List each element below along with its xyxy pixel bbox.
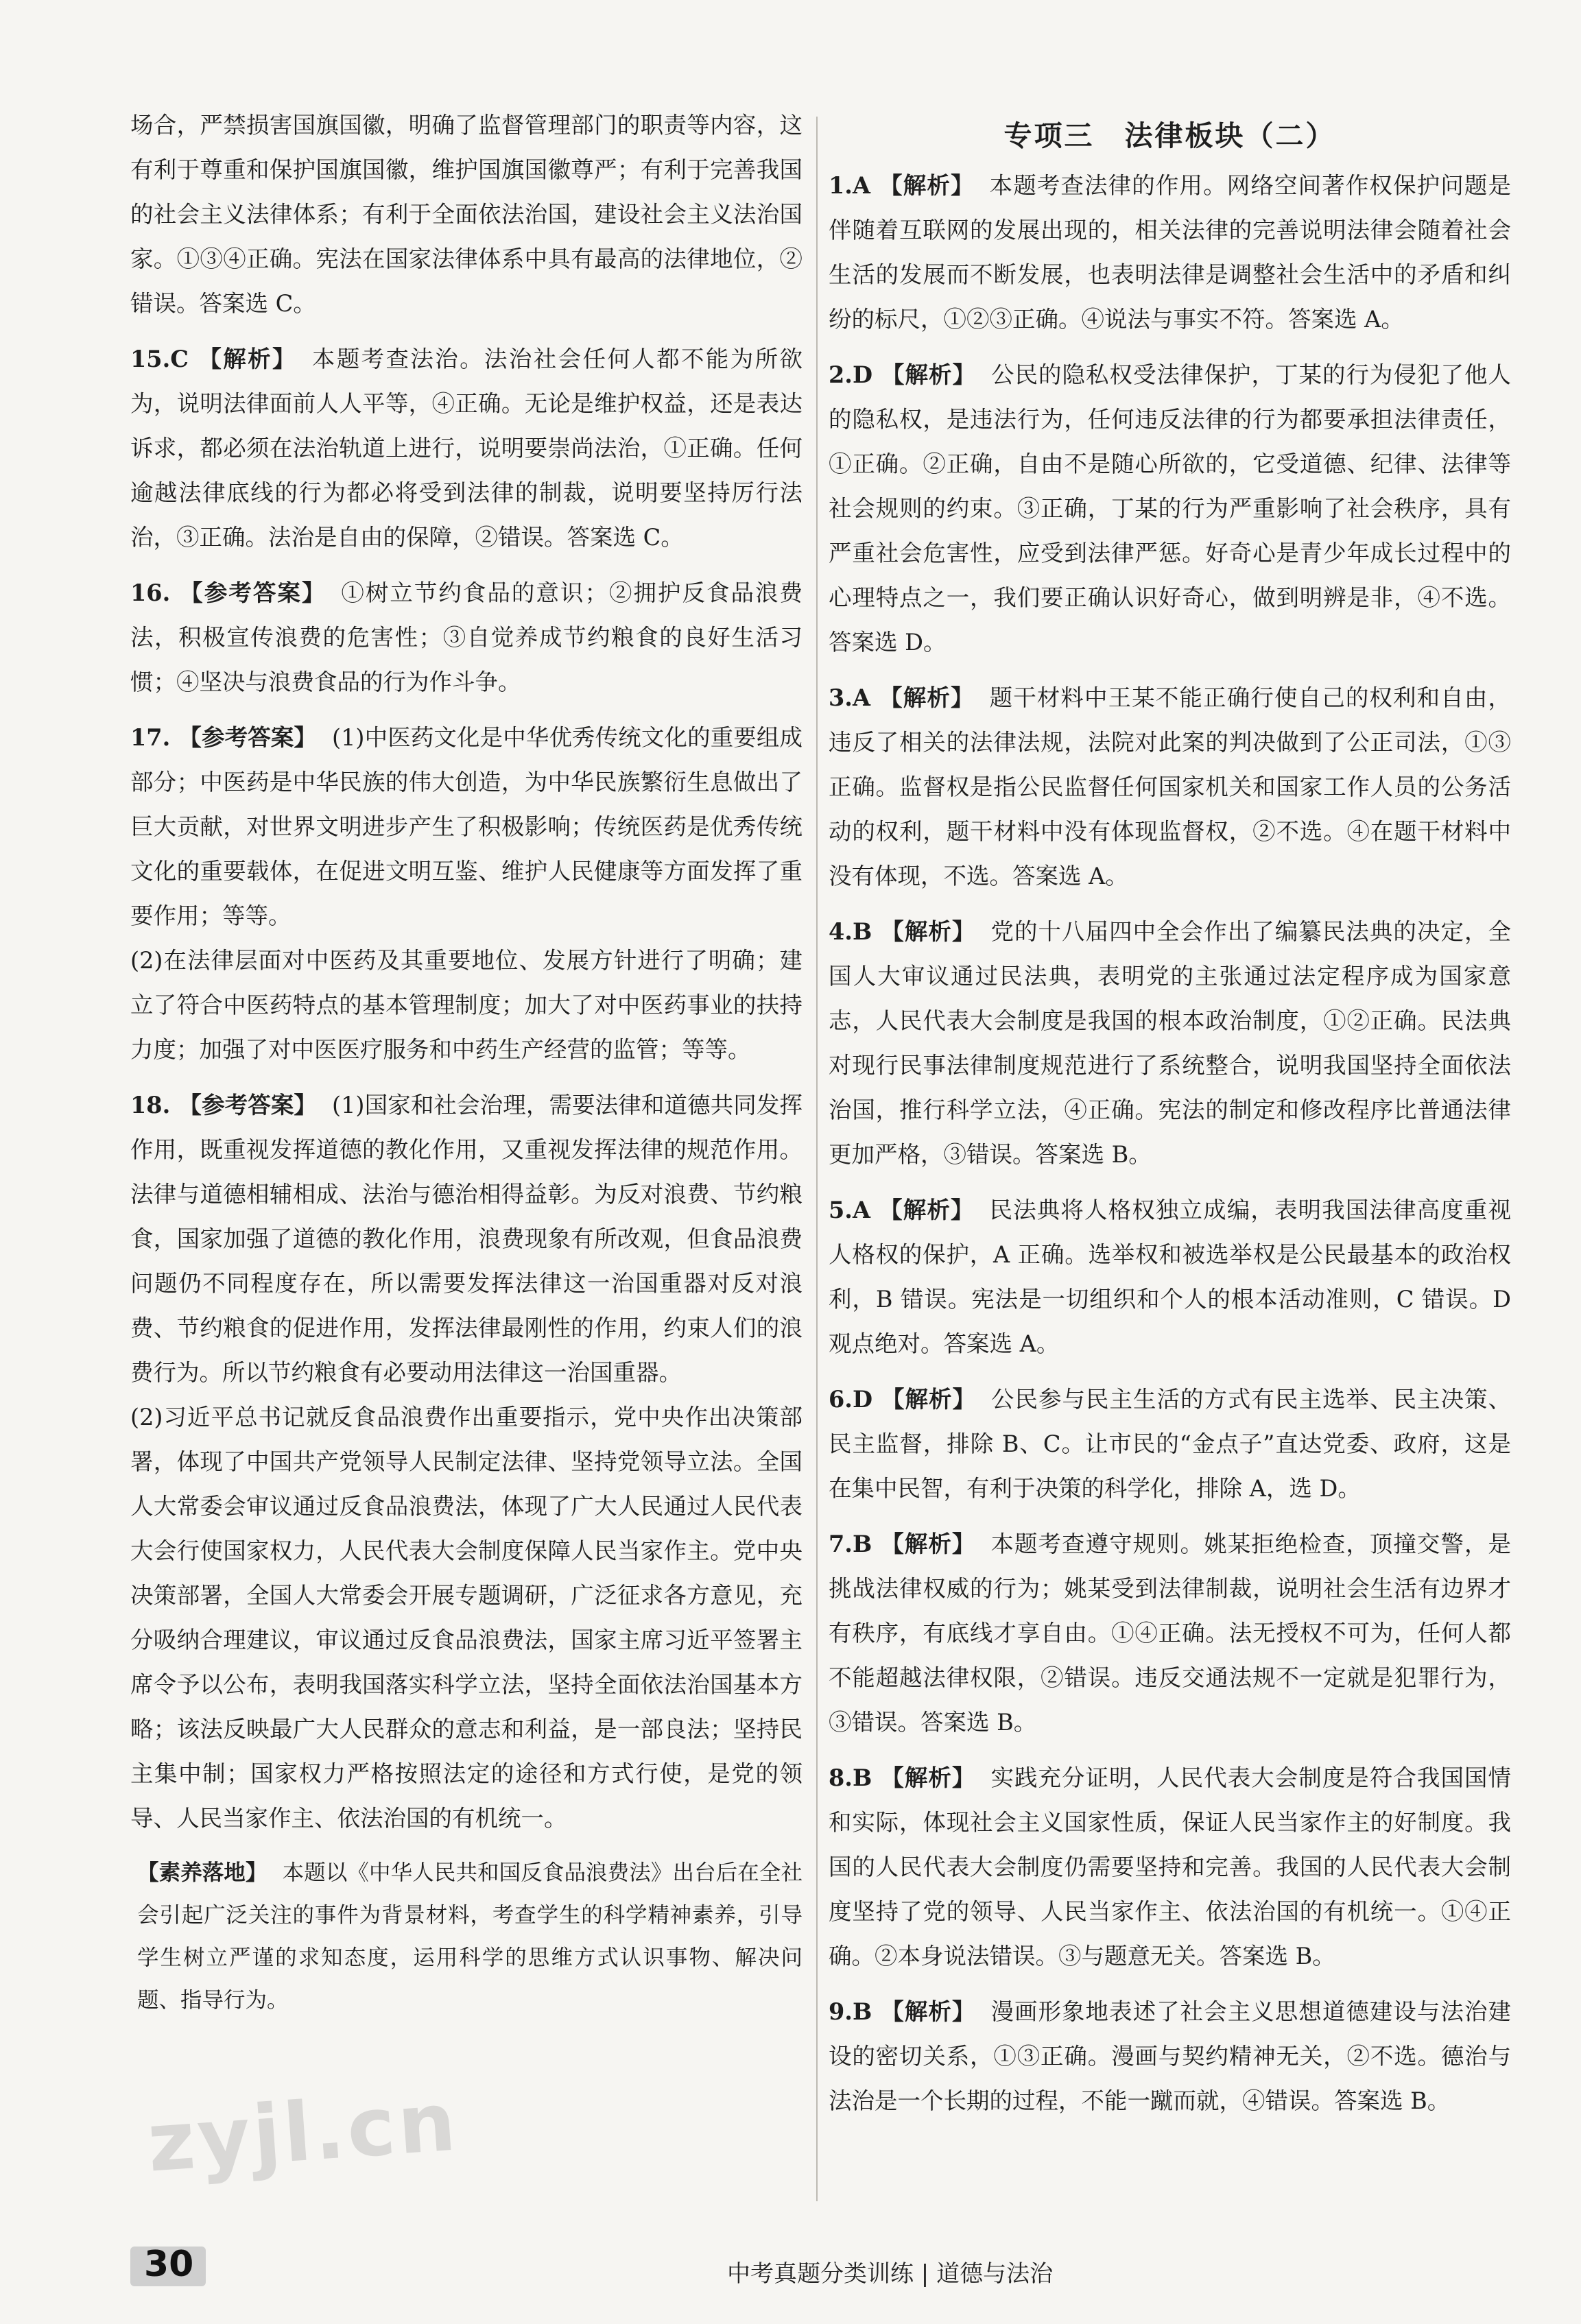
item-subpart: (2)习近平总书记就反食品浪费作出重要指示，党中央作出决策部署，体现了中国共产党领导人民制定法律、坚持党领导立法。全国人大常委会审议通过反食品浪费法，体现了广大人民通过人民代表大会行使国家权力，人民代表大会制度保障人民当家作主。党中央决策部署，全国人大常委会开展专题调研，广泛征求各方意见，充分吸纳合理建议，审议通过反食品浪费法，国家主席习近平签署主席令予以公布，表明我国落实科学立法，坚持全面依法治国基本方略；该法反映最广大人民群众的意志和利益，是一部良法；坚持民主集中制；国家权力严格按照法定的途径和方式行使，是党的领导、人民当家作主、依法治国的有机统一。 (130, 1404, 803, 1832)
item-tag: 【解析】 (880, 1764, 976, 1791)
item-number: 3. (829, 684, 853, 711)
answer-item-3 (829, 675, 1511, 898)
item-text: 场合，严禁损害国旗国徽，明确了监督管理部门的职责等内容，这有利于尊重和保护国旗国徽，维护国旗国徽尊严；有利于完善我国的社会主义法律体系；有利于全面依法治国，建设社会主义法治国家。①③④正确。宪法在国家法律体系中具有最高的法律地位，②错误。答案选 C。 (130, 112, 803, 317)
item-tag: 【解析】 (881, 361, 977, 388)
answer-item-8 (829, 1756, 1511, 1978)
item-number: 9. (829, 1998, 853, 2025)
item-text: 民法典将人格权独立成编，表明我国法律高度重视人格权的保护，A 正确。选举权和被选举权是公民最基本的政治权利，B 错误。宪法是一切组织和个人的根本活动准则，C 错误。D 观点绝对。答案选 A。 (829, 1197, 1512, 1357)
section-title: 专项三 法律板块（二） (1003, 119, 1336, 152)
answer-item-16 (130, 571, 803, 704)
item-text: 漫画形象地表述了社会主义思想道德建设与法治建设的密切关系，①③正确。漫画与契约精神无关，②不选。德治与法治是一个长期的过程，不能一蹴而就，④错误。答案选 B。 (829, 1998, 1512, 2114)
item-tag: 【解析】 (878, 1197, 975, 1223)
item-subpart: (2)在法律层面对中医药及其重要地位、发展方针进行了明确；建立了符合中医药特点的基本管理制度；加大了对中医药事业的扶持力度；加强了对中医医疗服务和中药生产经营的监管；等等。 (130, 947, 803, 1063)
item-answer: B (852, 1764, 872, 1791)
item-text: 本题考查法治。法治社会任何人都不能为所欲为，说明法律面前人人平等，④正确。无论是维护权益，还是表达诉求，都必须在法治轨道上进行，说明要崇尚法治，①正确。任何逾越法律底线的行为都必将受到法律的制裁，说明要坚持厉行法治，③正确。法治是自由的保障，②错误。答案选 C。 (130, 346, 803, 551)
answer-item-18 (130, 1083, 803, 1841)
answer-item-1 (829, 163, 1511, 342)
suyang-note (130, 1852, 803, 2022)
watermark: zyjl.cn (144, 2074, 462, 2190)
item-number: 17. (130, 724, 171, 751)
item-text: 本题考查遵守规则。姚某拒绝检查，顶撞交警，是挑战法律权威的行为；姚某受到法律制裁，说明社会生活有边界才有秩序，有底线才享自由。①④正确。法无授权不可为，任何人都不能超越法律权限，②错误。违反交通法规不一定就是犯罪行为，③错误。答案选 B。 (829, 1531, 1512, 1736)
item-number: 6. (829, 1386, 853, 1413)
column-divider (816, 117, 818, 2201)
item-number: 16. (130, 579, 171, 606)
item-answer: D (852, 361, 873, 388)
item-number: 2. (829, 361, 853, 388)
item-number: 5. (829, 1197, 853, 1223)
item-text: 题干材料中王某不能正确行使自己的权利和自由，违反了相关的法律法规，法院对此案的判决做到了公正司法，①③正确。监督权是指公民监督任何国家机关和国家工作人员的公务活动的权利，题干材料中没有体现监督权，②不选。④在题干材料中没有体现，不选。答案选 A。 (829, 684, 1512, 889)
item-answer: D (852, 1386, 873, 1413)
suyang-tag: 【素养落地】 (137, 1860, 268, 1885)
answer-item-6 (829, 1377, 1511, 1511)
item-answer: A (852, 684, 870, 711)
item-tag: 【解析】 (878, 684, 975, 711)
suyang-text: 本题以《中华人民共和国反食品浪费法》出台后在全社会引起广泛关注的事件为背景材料，考查学生的科学精神素养，引导学生树立严谨的求知态度，运用科学的思维方式认识事物、解决问题、指导行为。 (137, 1860, 803, 2013)
item-answer: B (852, 1531, 872, 1557)
item-answer: A (852, 172, 870, 199)
item-number: 1. (829, 172, 853, 199)
page-footer (130, 2240, 1511, 2301)
item-number: 18. (130, 1092, 171, 1118)
item-text: 公民参与民主生活的方式有民主选举、民主决策、民主监督，排除 B、C。让市民的“金点子”直达党委、政府，这是在集中民智，有利于决策的科学化，排除 A，选 D。 (829, 1386, 1512, 1502)
item-tag: 【参考答案】 (178, 1092, 318, 1118)
item-text: 实践充分证明，人民代表大会制度是符合我国国情和实际，体现社会主义国家性质，保证人民当家作主的好制度。我国的人民代表大会制度仍需要坚持和完善。我国的人民代表大会制度坚持了党的领导、人民当家作主、依法治国的有机统一。①④正确。②本身说法错误。③与题意无关。答案选 B。 (829, 1764, 1512, 1969)
continuation-paragraph (130, 103, 803, 326)
item-answer: C (170, 346, 189, 372)
item-text: 党的十八届四中全会作出了编纂民法典的决定，全国人大审议通过民法典，表明党的主张通过法定程序成为国家意志，人民代表大会制度是我国的根本政治制度，①②正确。民法典对现行民事法律制度规范进行了系统整合，说明我国坚持全面依法治国，推行科学立法，④正确。宪法的制定和修改程序比普通法律更加严格，③错误。答案选 B。 (829, 918, 1512, 1168)
item-number: 15. (130, 346, 171, 372)
item-number: 7. (829, 1531, 853, 1557)
item-text: (1)国家和社会治理，需要法律和道德共同发挥作用，既重视发挥道德的教化作用，又重视发挥法律的规范作用。法律与道德相辅相成、法治与德治相得益彰。为反对浪费、节约粮食，国家加强了道德的教化作用，浪费现象有所改观，但食品浪费问题仍不同程度存在，所以需要发挥法律这一治国重器对反对浪费、节约粮食的促进作用，发挥法律最刚性的作用，约束人们的浪费行为。所以节约粮食有必要动用法律这一治国重器。 (130, 1092, 803, 1386)
answer-item-4 (829, 909, 1511, 1177)
footer-title: 中考真题分类训练 | 道德与法治 (727, 2260, 1054, 2288)
item-tag: 【参考答案】 (178, 724, 318, 751)
item-text: 公民的隐私权受法律保护，丁某的行为侵犯了他人的隐私权，是违法行为，任何违反法律的行为都要承担法律责任，①正确。②正确，自由不是随心所欲的，它受道德、纪律、法律等社会规则的约束。③正确，丁某的行为严重影响了社会秩序，具有严重社会危害性，应受到法律严惩。好奇心是青少年成长过程中的心理特点之一，我们要正确认识好奇心，做到明辨是非，④不选。答案选 D。 (829, 361, 1512, 656)
item-tag: 【参考答案】 (178, 579, 326, 606)
page-number: 30 (144, 2244, 194, 2285)
item-answer: B (852, 1998, 872, 2025)
item-tag: 【解析】 (880, 918, 976, 945)
item-tag: 【解析】 (880, 1998, 976, 2025)
item-answer: A (852, 1197, 870, 1223)
answer-item-5 (829, 1188, 1511, 1366)
item-tag: 【解析】 (196, 346, 297, 372)
answer-item-7 (829, 1522, 1511, 1745)
answer-item-17 (130, 715, 803, 1072)
left-column (130, 103, 803, 2033)
item-tag: 【解析】 (878, 172, 975, 199)
item-answer: B (852, 918, 872, 945)
right-column (829, 103, 1511, 2134)
item-number: 8. (829, 1764, 853, 1791)
answer-item-9 (829, 1989, 1511, 2123)
item-tag: 【解析】 (880, 1531, 976, 1557)
answer-item-15 (130, 337, 803, 560)
item-number: 4. (829, 918, 853, 945)
item-text: (1)中医药文化是中华优秀传统文化的重要组成部分；中医药是中华民族的伟大创造，为中华民族繁衍生息做出了巨大贡献，对世界文明进步产生了积极影响；传统医药是优秀传统文化的重要载体，在促进文明互鉴、维护人民健康等方面发挥了重要作用；等等。 (130, 724, 803, 929)
item-text: ①树立节约食品的意识；②拥护反食品浪费法，积极宣传浪费的危害性；③自觉养成节约粮食的良好生活习惯；④坚决与浪费食品的行为作斗争。 (130, 579, 803, 695)
answer-item-2 (829, 352, 1511, 664)
item-text: 本题考查法律的作用。网络空间著作权保护问题是伴随着互联网的发展出现的，相关法律的完善说明法律会随着社会生活的发展而不断发展，也表明法律是调整社会生活中的矛盾和纠纷的标尺，①②③正确。④说法与事实不符。答案选 A。 (829, 172, 1512, 333)
item-tag: 【解析】 (881, 1386, 977, 1413)
